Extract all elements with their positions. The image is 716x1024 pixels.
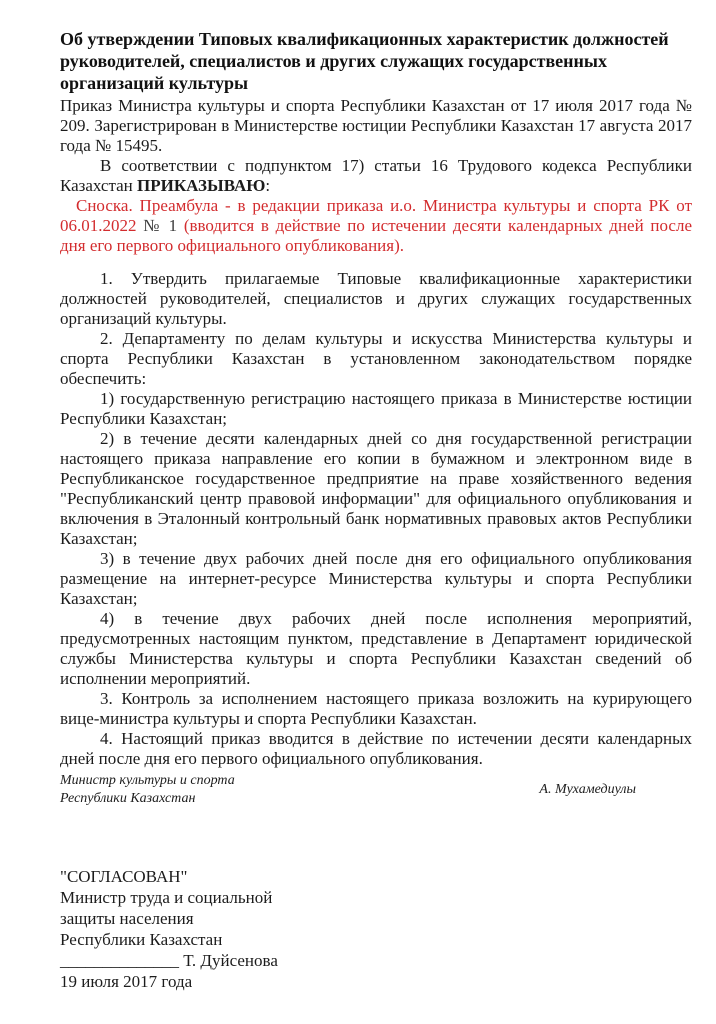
preamble-colon: : — [265, 176, 271, 195]
preamble-text: В соответствии с подпунктом 17) статьи 16 Трудового кодекса Республики Казахстан — [60, 156, 692, 195]
approval-block — [60, 866, 692, 992]
approval-line-agreed: "СОГЛАСОВАН" — [60, 867, 188, 886]
approval-line-republic: Республики Казахстан — [60, 930, 223, 949]
signer-title-line1: Министр культуры и спорта — [60, 773, 235, 788]
preamble-paragraph — [60, 156, 692, 196]
order-point-2: 2. Департаменту по делам культуры и искусства Министерства культуры и спорта Республики Казахстан в установленном законодательством порядке обеспечить: — [60, 329, 692, 388]
order-subpoint-4: 4) в течение двух рабочих дней после исполнения мероприятий, предусмотренных настоящим пунктом, представление в Департамент юридической службы Министерства культуры и спорта Республики Казахстан сведений об исполнении мероприятий. — [60, 609, 692, 688]
approval-line-signature: ______________ Т. Дуйсенова — [60, 951, 278, 970]
approval-line-date: 19 июля 2017 года — [60, 972, 193, 991]
signer-title — [60, 772, 235, 808]
order-meta: Приказ Министра культуры и спорта Республики Казахстан от 17 июля 2017 года № 209. Зарегистрирован в Министерстве юстиции Республики Казахстан 17 августа 2017 года № 15495. — [60, 96, 692, 155]
footnote-part1: Сноска. Преамбула - в редакции приказа и.о. Министра культуры и спорта РК от 06.01.2022 — [60, 196, 692, 235]
order-body — [60, 269, 692, 769]
document-title: Об утверждении Типовых квалификационных характеристик должностей руководителей, специалистов и других служащих государственных организаций культуры — [60, 29, 669, 93]
order-subpoint-1: 1) государственную регистрацию настоящего приказа в Министерстве юстиции Республики Казахстан; — [60, 389, 692, 428]
signature-block — [60, 772, 692, 808]
signer-title-line2: Республики Казахстан — [60, 791, 196, 806]
order-point-1: 1. Утвердить прилагаемые Типовые квалификационные характеристики должностей руководителей, специалистов и других служащих государственных организаций культуры. — [60, 269, 692, 328]
prikazyvayu-bold-word: ПРИКАЗЫВАЮ — [137, 176, 266, 195]
order-subpoint-2: 2) в течение десяти календарных дней со дня государственной регистрации настоящего приказа направление его копии в бумажном и электронном виде в Республиканское государственное предприятие на праве хозяйственного ведения "Республиканский центр правовой информации" для официального опубликования и включения в Эталонный контрольный банк нормативных правовых актов Республики Казахстан; — [60, 429, 692, 548]
footnote-paragraph — [60, 196, 692, 256]
footnote-order-number: № 1 — [143, 216, 178, 235]
footnote-part2: (вводится в действие по истечении десяти календарных дней после дня его первого официального опубликования). — [60, 216, 692, 255]
approval-line-ministry: защиты населения — [60, 909, 194, 928]
approval-line-minister: Министр труда и социальной — [60, 888, 273, 907]
order-subpoint-3: 3) в течение двух рабочих дней после дня его официального опубликования размещение на интернет-ресурсе Министерства культуры и спорта Республики Казахстан; — [60, 549, 692, 608]
order-point-3: 3. Контроль за исполнением настоящего приказа возложить на курирующего вице-министра культуры и спорта Республики Казахстан. — [60, 689, 692, 728]
signer-name: А. Мухамедиулы — [539, 782, 636, 797]
order-point-4: 4. Настоящий приказ вводится в действие по истечении десяти календарных дней после дня его первого официального опубликования. — [60, 729, 692, 768]
